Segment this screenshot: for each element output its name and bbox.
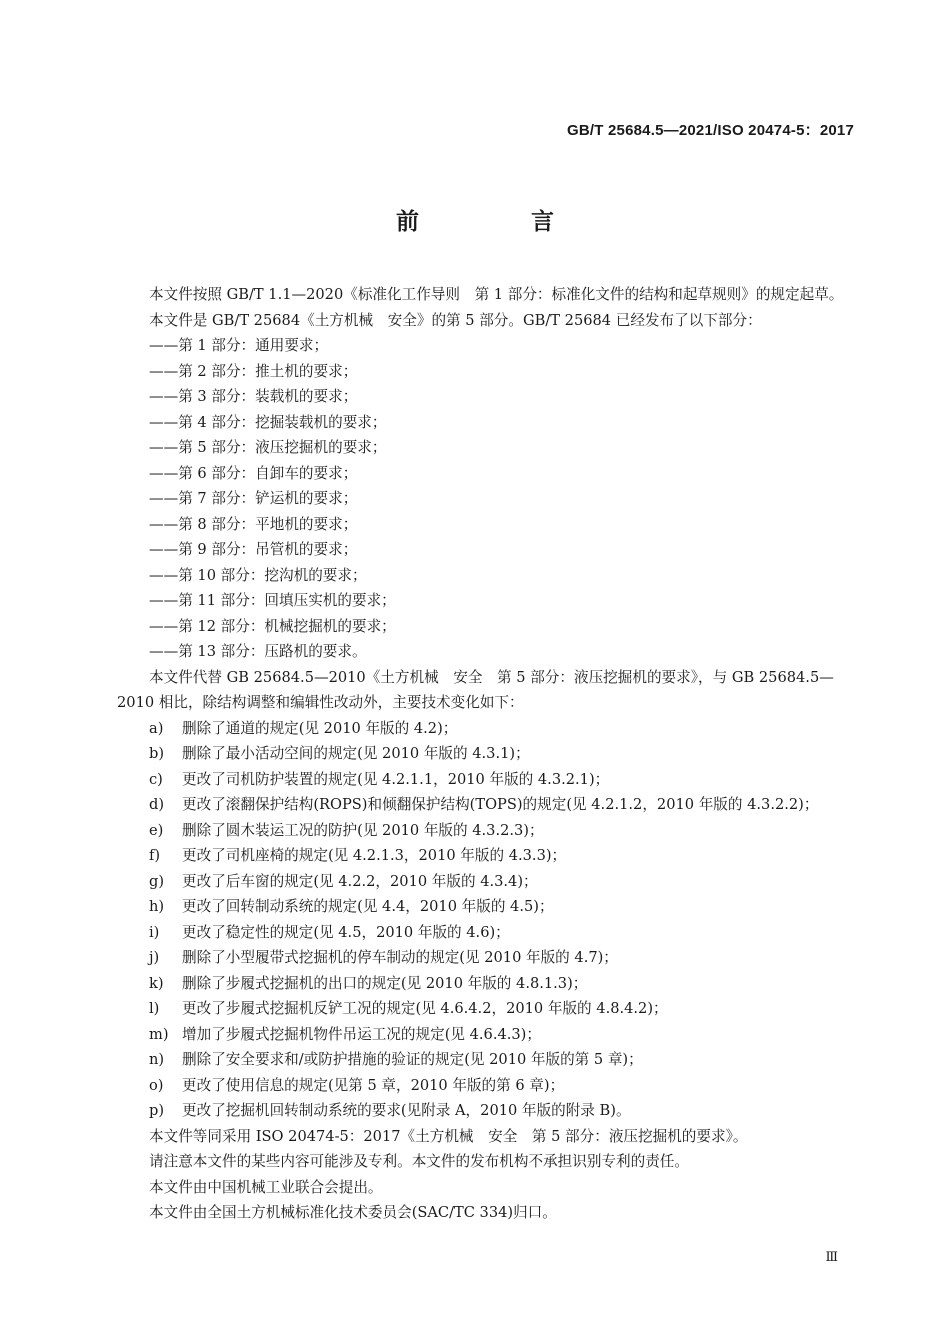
list-item-text: 更改了回转制动系统的规定(见 4.4，2010 年版的 4.5)；: [182, 898, 554, 915]
list-item: [117, 920, 859, 946]
list-item: ——第 5 部分：液压挖掘机的要求；: [149, 439, 387, 456]
list-item: [117, 741, 859, 767]
list-item-text: 更改了挖掘机回转制动系统的要求(见附录 A，2010 年版的附录 B)。: [182, 1102, 631, 1119]
closing-paragraph: 本文件等同采用 ISO 20474-5：2017《土方机械 安全 第 5 部分：液压挖掘机的要求》。: [149, 1127, 748, 1145]
list-item: ——第 1 部分：通用要求；: [149, 337, 329, 354]
list-item: ——第 7 部分：铲运机的要求；: [149, 490, 358, 507]
list-item-text: 删除了步履式挖掘机的出口的规定(见 2010 年版的 4.8.1.3)；: [182, 974, 588, 992]
list-item-text: 删除了安全要求和/或防护措施的验证的规定(见 2010 年版的第 5 章)；: [182, 1051, 643, 1068]
page-title: 前 言: [395, 209, 606, 235]
list-marker: k): [149, 974, 164, 992]
list-marker: n): [149, 1051, 165, 1068]
list-marker: e): [149, 821, 164, 839]
list-marker: j): [149, 949, 160, 966]
list-item: [117, 767, 859, 793]
list-marker: m): [149, 1025, 169, 1043]
parts-list: [117, 333, 859, 665]
list-item-text: 更改了后车窗的规定(见 4.2.2，2010 年版的 4.3.4)；: [182, 872, 538, 890]
list-marker: i): [149, 923, 160, 941]
list-item-text: 更改了使用信息的规定(见第 5 章，2010 年版的第 6 章)；: [182, 1076, 565, 1094]
list-item: [117, 869, 859, 895]
list-item: [117, 792, 859, 818]
list-item: ——第 11 部分：回填压实机的要求；: [149, 592, 396, 609]
foreword-body: [117, 282, 859, 1226]
list-item: ——第 9 部分：吊管机的要求；: [149, 541, 358, 558]
list-item-text: 删除了小型履带式挖掘机的停车制动的规定(见 2010 年版的 4.7)；: [182, 949, 618, 966]
closing-paragraph: 请注意本文件的某些内容可能涉及专利。本文件的发布机构不承担识别专利的责任。: [149, 1153, 689, 1170]
list-item: ——第 8 部分：平地机的要求；: [149, 515, 358, 533]
list-item: [117, 1073, 859, 1099]
list-item: ——第 6 部分：自卸车的要求；: [149, 464, 358, 482]
standard-code: GB/T 25684.5—2021/ISO 20474-5：2017: [567, 122, 854, 139]
list-marker: f): [149, 847, 161, 864]
list-item-text: 更改了滚翻保护结构(ROPS)和倾翻保护结构(TOPS)的规定(见 4.2.1.2，2010 年版的 4.3.2.2)；: [182, 796, 819, 813]
list-marker: a): [149, 719, 164, 737]
list-item: [117, 996, 859, 1022]
list-item: ——第 2 部分：推土机的要求；: [149, 362, 358, 380]
list-marker: b): [149, 745, 165, 762]
page-number: Ⅲ: [825, 1250, 838, 1265]
list-item-text: 删除了通道的规定(见 2010 年版的 4.2)；: [182, 719, 458, 737]
list-item: ——第 10 部分：挖沟机的要求；: [149, 566, 367, 584]
list-item-text: 更改了稳定性的规定(见 4.5，2010 年版的 4.6)；: [182, 923, 510, 941]
list-item: ——第 4 部分：挖掘装载机的要求；: [149, 413, 387, 431]
list-item-text: 更改了步履式挖掘机反铲工况的规定(见 4.6.4.2，2010 年版的 4.8.4.2)；: [182, 1000, 668, 1017]
list-item: [117, 818, 859, 844]
list-item: [117, 1098, 859, 1124]
list-marker: o): [149, 1076, 164, 1094]
closing-paragraph: 本文件由全国土方机械标准化技术委员会(SAC/TC 334)归口。: [149, 1204, 557, 1221]
list-marker: p): [149, 1102, 165, 1119]
list-item-text: 删除了最小活动空间的规定(见 2010 年版的 4.3.1)；: [182, 745, 530, 762]
list-item: [117, 1022, 859, 1048]
closing-paragraph: 本文件由中国机械工业联合会提出。: [149, 1178, 383, 1196]
list-item: [117, 716, 859, 742]
list-item: ——第 3 部分：装载机的要求；: [149, 388, 358, 405]
list-item: [117, 945, 859, 971]
list-marker: h): [149, 898, 165, 915]
list-item-text: 更改了司机座椅的规定(见 4.2.1.3，2010 年版的 4.3.3)；: [182, 847, 567, 864]
list-item: [117, 971, 859, 997]
list-item: ——第 12 部分：机械挖掘机的要求；: [149, 617, 396, 635]
list-marker: c): [149, 770, 163, 788]
list-item-text: 增加了步履式挖掘机物件吊运工况的规定(见 4.6.4.3)；: [182, 1025, 541, 1043]
list-item: [117, 894, 859, 920]
intro-paragraph: 本文件是 GB/T 25684《土方机械 安全》的第 5 部分。GB/T 25684 已经发布了以下部分：: [149, 311, 762, 329]
list-item: ——第 13 部分：压路机的要求。: [149, 643, 367, 660]
replace-statement: 本文件代替 GB 25684.5—2010《土方机械 安全 第 5 部分：液压挖掘机的要求》，与 GB 25684.5—2010 相比，除结构调整和编辑性改动外，主要技术变化如下：: [117, 668, 834, 711]
changes-list: [117, 716, 859, 1124]
list-marker: d): [149, 796, 165, 813]
list-marker: l): [149, 1000, 160, 1017]
list-item-text: 更改了司机防护装置的规定(见 4.2.1.1，2010 年版的 4.3.2.1)；: [182, 770, 610, 788]
intro-paragraph: 本文件按照 GB/T 1.1—2020《标准化工作导则 第 1 部分：标准化文件的结构和起草规则》的规定起草。: [149, 286, 844, 303]
list-item: [117, 843, 859, 869]
list-item-text: 删除了圆木装运工况的防护(见 2010 年版的 4.3.2.3)；: [182, 821, 544, 839]
list-item: [117, 1047, 859, 1073]
list-marker: g): [149, 872, 165, 890]
